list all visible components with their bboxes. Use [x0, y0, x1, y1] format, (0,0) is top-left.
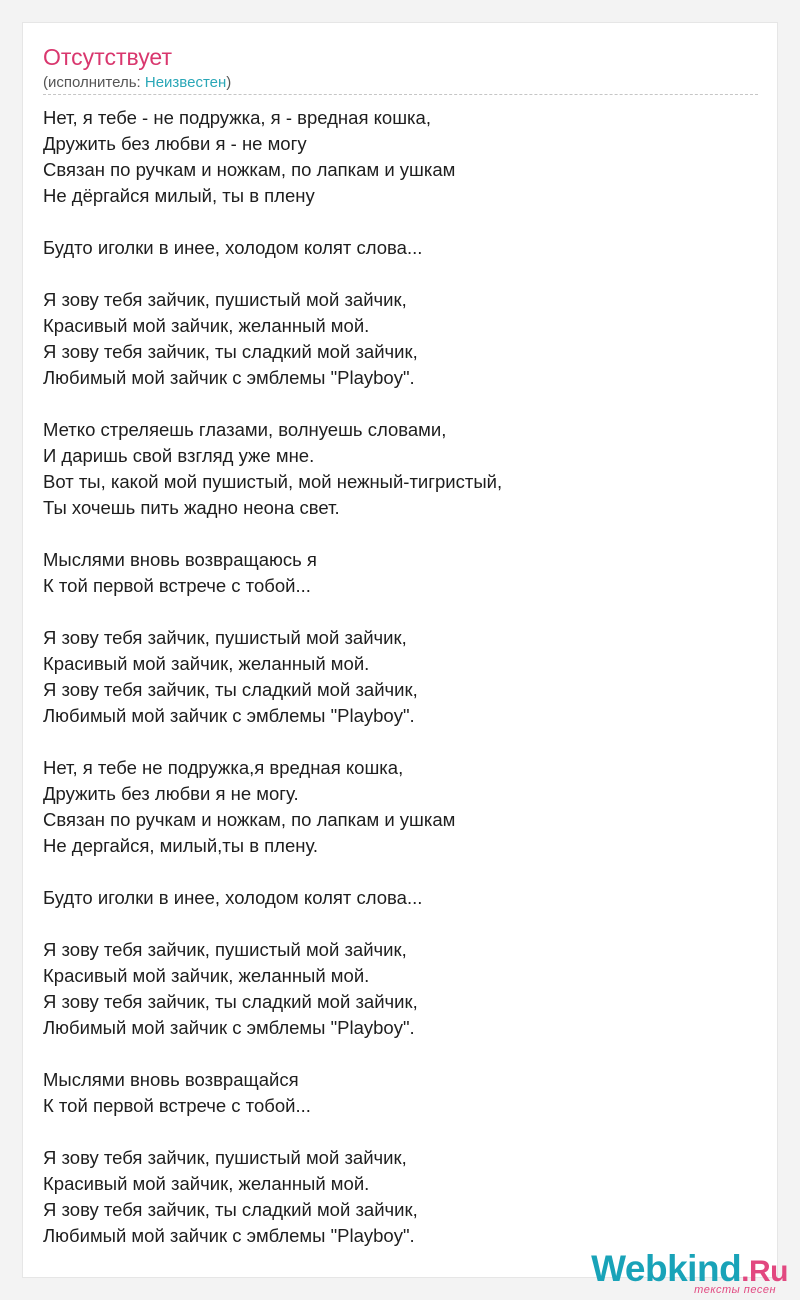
lyric-line: Любимый мой зайчик с эмблемы "Playboy".: [43, 1017, 415, 1038]
lyric-line: Любимый мой зайчик с эмблемы "Playboy".: [43, 1225, 415, 1246]
lyric-line: Я зову тебя зайчик, пушистый мой зайчик,: [43, 939, 407, 960]
lyric-line: И даришь свой взгляд уже мне.: [43, 445, 315, 466]
stanza-gap: [43, 391, 502, 417]
lyric-line: Связан по ручкам и ножкам, по лапкам и ушкам: [43, 809, 456, 830]
lyric-line: Нет, я тебе не подружка,я вредная кошка,: [43, 757, 404, 778]
stanza-gap: [43, 599, 502, 625]
divider: [43, 94, 758, 95]
lyric-line: Мыслями вновь возвращаюсь я: [43, 549, 317, 570]
lyric-line: Дружить без любви я - не могу: [43, 133, 307, 154]
webkind-logo[interactable]: [591, 1248, 794, 1298]
stanza-gap: [43, 521, 502, 547]
lyric-line: Я зову тебя зайчик, ты сладкий мой зайчик,: [43, 1199, 418, 1220]
lyric-line: Вот ты, какой мой пушистый, мой нежный-тигристый,: [43, 471, 503, 492]
lyric-line: Я зову тебя зайчик, ты сладкий мой зайчик,: [43, 341, 418, 362]
lyric-line: К той первой встрече с тобой...: [43, 1095, 311, 1116]
artist-suffix: ): [226, 74, 232, 91]
logo-tagline: тексты песен: [694, 1284, 776, 1296]
lyric-line: Будто иголки в инее, холодом колят слова...: [43, 887, 423, 908]
lyric-line: Не дергайся, милый,ты в плену.: [43, 835, 319, 856]
lyric-line: Мыслями вновь возвращайся: [43, 1069, 299, 1090]
artist-prefix: (исполнитель:: [43, 74, 145, 91]
lyric-line: Не дёргайся милый, ты в плену: [43, 185, 315, 206]
song-title: Отсутствует: [43, 44, 172, 70]
lyric-line: Любимый мой зайчик с эмблемы "Playboy".: [43, 705, 415, 726]
stanza-gap: [43, 729, 502, 755]
lyric-line: Красивый мой зайчик, желанный мой.: [43, 965, 370, 986]
lyrics-card: [22, 22, 778, 1278]
lyric-line: Я зову тебя зайчик, пушистый мой зайчик,: [43, 627, 407, 648]
stanza-gap: [43, 209, 502, 235]
lyric-line: Красивый мой зайчик, желанный мой.: [43, 653, 370, 674]
lyric-line: К той первой встрече с тобой...: [43, 575, 311, 596]
lyric-line: Я зову тебя зайчик, пушистый мой зайчик,: [43, 289, 407, 310]
lyric-line: Я зову тебя зайчик, ты сладкий мой зайчик,: [43, 679, 418, 700]
lyrics-text: [43, 105, 502, 1249]
stanza-gap: [43, 911, 502, 937]
lyric-line: Красивый мой зайчик, желанный мой.: [43, 315, 370, 336]
lyric-line: Связан по ручкам и ножкам, по лапкам и ушкам: [43, 159, 456, 180]
lyric-line: Я зову тебя зайчик, ты сладкий мой зайчик,: [43, 991, 418, 1012]
stanza-gap: [43, 261, 502, 287]
artist-line: [43, 73, 231, 93]
lyric-line: Красивый мой зайчик, желанный мой.: [43, 1173, 370, 1194]
lyric-line: Ты хочешь пить жадно неона свет.: [43, 497, 340, 518]
lyric-line: Я зову тебя зайчик, пушистый мой зайчик,: [43, 1147, 407, 1168]
lyric-line: Любимый мой зайчик с эмблемы "Playboy".: [43, 367, 415, 388]
lyric-line: Метко стреляешь глазами, волнуешь словами,: [43, 419, 447, 440]
lyric-line: Будто иголки в инее, холодом колят слова...: [43, 237, 423, 258]
lyric-line: Дружить без любви я не могу.: [43, 783, 299, 804]
logo-tld: .Ru: [741, 1255, 788, 1288]
stanza-gap: [43, 1119, 502, 1145]
stanza-gap: [43, 1041, 502, 1067]
stanza-gap: [43, 859, 502, 885]
artist-link[interactable]: Неизвестен: [144, 74, 227, 91]
lyric-line: Нет, я тебе - не подружка, я - вредная кошка,: [43, 107, 431, 128]
logo-name: Webkind: [591, 1248, 742, 1289]
